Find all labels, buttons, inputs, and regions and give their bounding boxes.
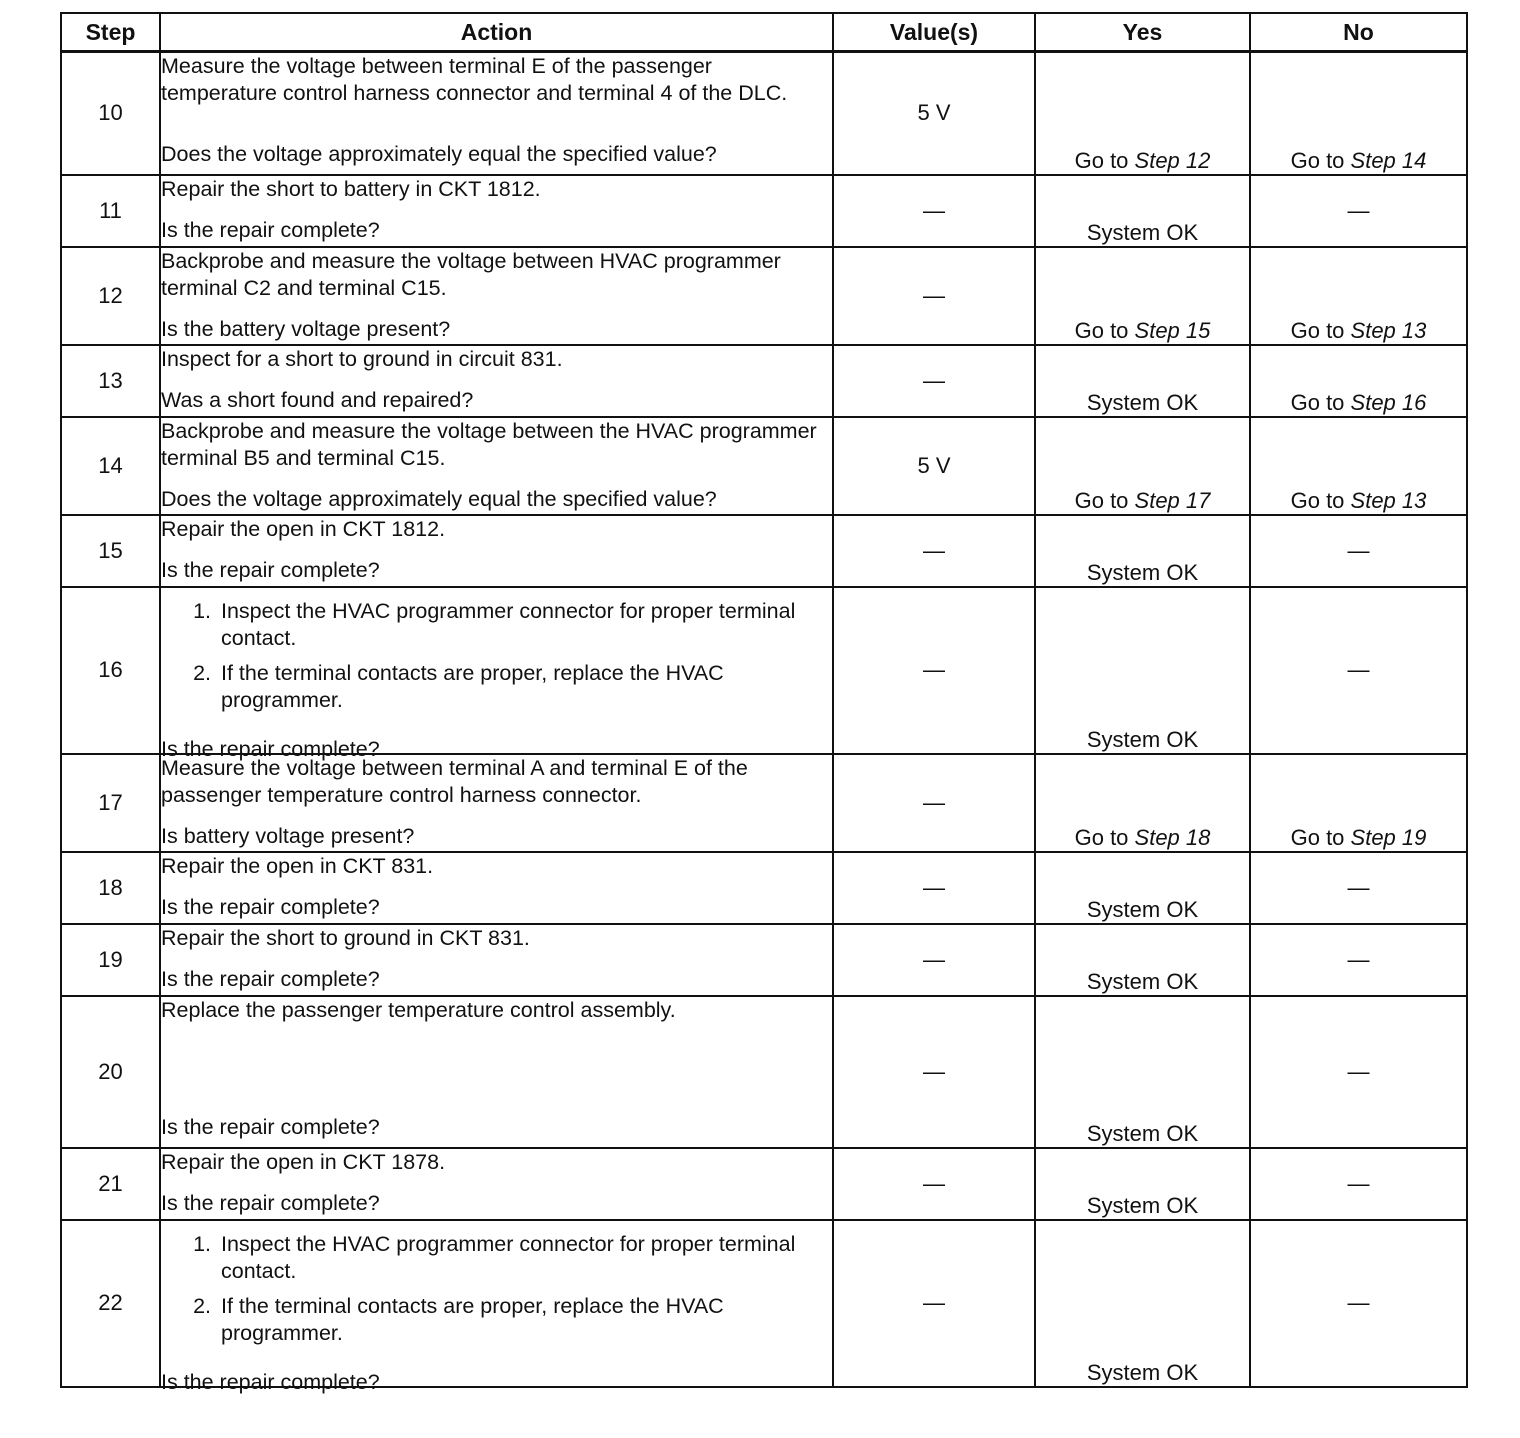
action-question: Does the voltage approximately equal the specified value?	[161, 486, 717, 511]
yes-result-cell	[1035, 52, 1250, 175]
yes-result-text: System OK	[1086, 389, 1199, 415]
header-no: No	[1250, 13, 1467, 52]
value-cell: —	[833, 754, 1035, 852]
no-result-cell	[1250, 52, 1467, 175]
value-cell: —	[833, 515, 1035, 587]
action-cell	[160, 52, 833, 175]
no-result-cell	[1250, 175, 1467, 247]
action-question: Is the repair complete?	[161, 894, 380, 919]
yes-result-cell	[1035, 247, 1250, 345]
action-question: Is the repair complete?	[161, 217, 380, 242]
table-row	[61, 924, 1467, 996]
action-cell	[160, 345, 833, 417]
header-values: Value(s)	[833, 13, 1035, 52]
header-action: Action	[160, 13, 833, 52]
table-row	[61, 1220, 1467, 1387]
value-cell: —	[833, 924, 1035, 996]
no-result-cell	[1250, 587, 1467, 754]
yes-result-cell	[1035, 924, 1250, 996]
no-result-text: —	[1347, 197, 1370, 223]
no-result-text: —	[1347, 1058, 1370, 1084]
no-result-text: —	[1347, 1290, 1370, 1315]
no-result-text: —	[1347, 1170, 1370, 1196]
table-row	[61, 754, 1467, 852]
action-question: Is the repair complete?	[161, 557, 380, 582]
no-result-text: —	[1347, 946, 1370, 972]
action-cell	[160, 175, 833, 247]
action-list	[161, 598, 832, 722]
action-question: Is the repair complete?	[161, 966, 380, 991]
action-cell	[160, 587, 833, 761]
table-body	[61, 52, 1467, 1394]
yes-result-text: Go to	[1074, 487, 1135, 513]
action-cell	[160, 924, 833, 996]
step-number: 11	[61, 175, 160, 247]
no-step-reference: Step 13	[1350, 487, 1427, 513]
no-result-cell	[1250, 1220, 1467, 1387]
table-row	[61, 1148, 1467, 1220]
yes-result-text: System OK	[1086, 726, 1199, 752]
yes-result-text: System OK	[1086, 968, 1199, 994]
no-result-text: Go to	[1290, 487, 1351, 513]
yes-step-reference: Step 15	[1134, 317, 1211, 343]
no-result-text: Go to	[1290, 147, 1351, 173]
yes-result-text: System OK	[1086, 896, 1199, 922]
action-question: Is battery voltage present?	[161, 823, 415, 848]
action-question: Is the repair complete?	[161, 1369, 380, 1394]
step-number: 13	[61, 345, 160, 417]
action-instruction: Backprobe and measure the voltage between HVAC programmer terminal C2 and terminal C15.	[161, 248, 781, 300]
action-cell	[160, 515, 833, 587]
step-number: 10	[61, 52, 160, 175]
yes-result-cell	[1035, 1220, 1250, 1387]
yes-result-cell	[1035, 175, 1250, 247]
diagnostic-table	[60, 12, 1468, 1394]
action-instruction: Repair the short to battery in CKT 1812.	[161, 176, 541, 201]
yes-result-text: System OK	[1086, 1359, 1199, 1385]
table-row	[61, 52, 1467, 175]
step-number: 14	[61, 417, 160, 515]
no-result-cell	[1250, 345, 1467, 417]
action-cell	[160, 247, 833, 345]
action-instruction: Repair the short to ground in CKT 831.	[161, 925, 530, 950]
action-cell	[160, 754, 833, 852]
value-cell: —	[833, 345, 1035, 417]
value-cell: —	[833, 852, 1035, 924]
yes-result-cell	[1035, 754, 1250, 852]
no-result-cell	[1250, 515, 1467, 587]
yes-result-text: System OK	[1086, 1120, 1199, 1146]
step-number: 19	[61, 924, 160, 996]
header-row	[61, 13, 1467, 52]
step-number: 20	[61, 996, 160, 1148]
header-yes: Yes	[1035, 13, 1250, 52]
no-result-cell	[1250, 1148, 1467, 1220]
value-cell: —	[833, 1148, 1035, 1220]
yes-result-cell	[1035, 515, 1250, 587]
table-row	[61, 345, 1467, 417]
step-number: 18	[61, 852, 160, 924]
yes-result-text: System OK	[1086, 1192, 1199, 1218]
yes-step-reference: Step 17	[1134, 487, 1211, 513]
value-cell: 5 V	[833, 52, 1035, 175]
action-cell	[160, 852, 833, 924]
action-instruction: Repair the open in CKT 831.	[161, 853, 434, 878]
table-row	[61, 417, 1467, 515]
yes-result-cell	[1035, 1148, 1250, 1220]
no-step-reference: Step 16	[1350, 389, 1427, 415]
no-result-text: Go to	[1290, 824, 1351, 850]
action-list-item: 1. Inspect the HVAC programmer connector for proper terminal contact.	[217, 1231, 832, 1285]
no-result-text: Go to	[1290, 317, 1351, 343]
table-row	[61, 175, 1467, 247]
no-result-cell	[1250, 754, 1467, 852]
action-list-item: 1. Inspect the HVAC programmer connector for proper terminal contact.	[217, 598, 832, 652]
no-result-text: —	[1347, 874, 1370, 900]
table-row	[61, 852, 1467, 924]
step-number: 21	[61, 1148, 160, 1220]
no-step-reference: Step 13	[1350, 317, 1427, 343]
action-instruction: Replace the passenger temperature control assembly.	[161, 997, 676, 1022]
action-question: Is the repair complete?	[161, 1114, 380, 1139]
no-result-text: —	[1347, 657, 1370, 682]
value-cell: 5 V	[833, 417, 1035, 515]
action-cell	[160, 996, 833, 1148]
yes-result-text: Go to	[1074, 147, 1135, 173]
action-instruction: Repair the open in CKT 1878.	[161, 1149, 446, 1174]
action-instruction: Inspect for a short to ground in circuit 831.	[161, 346, 563, 371]
value-cell: —	[833, 587, 1035, 754]
action-question: Was a short found and repaired?	[161, 387, 474, 412]
no-result-cell	[1250, 247, 1467, 345]
action-list	[161, 1231, 832, 1355]
action-instruction: Measure the voltage between terminal E of the passenger temperature control harness connector and terminal 4 of the DLC.	[161, 54, 788, 105]
action-question: Does the voltage approximately equal the specified value?	[161, 142, 717, 166]
table-row	[61, 247, 1467, 345]
yes-result-cell	[1035, 587, 1250, 754]
action-instruction: Repair the open in CKT 1812.	[161, 516, 446, 541]
yes-step-reference: Step 18	[1134, 824, 1211, 850]
yes-result-text: System OK	[1086, 559, 1199, 585]
header-step: Step	[61, 13, 160, 52]
no-result-cell	[1250, 417, 1467, 515]
yes-result-cell	[1035, 996, 1250, 1148]
action-question: Is the battery voltage present?	[161, 316, 451, 341]
table-row	[61, 996, 1467, 1148]
action-list-item: 2. If the terminal contacts are proper, replace the HVAC programmer.	[217, 660, 832, 714]
step-number: 16	[61, 587, 160, 754]
step-number: 17	[61, 754, 160, 852]
yes-step-reference: Step 12	[1134, 147, 1211, 173]
step-number: 15	[61, 515, 160, 587]
no-result-cell	[1250, 924, 1467, 996]
step-number: 22	[61, 1220, 160, 1387]
table-row	[61, 587, 1467, 754]
yes-result-text: System OK	[1086, 219, 1199, 245]
action-instruction: Backprobe and measure the voltage between the HVAC programmer terminal B5 and terminal C15.	[161, 418, 817, 470]
action-cell	[160, 1220, 833, 1394]
no-result-text: Go to	[1290, 389, 1351, 415]
table-row	[61, 515, 1467, 587]
no-step-reference: Step 19	[1350, 824, 1427, 850]
value-cell: —	[833, 175, 1035, 247]
yes-result-cell	[1035, 345, 1250, 417]
yes-result-text: Go to	[1074, 824, 1135, 850]
yes-result-cell	[1035, 417, 1250, 515]
no-step-reference: Step 14	[1350, 147, 1427, 173]
yes-result-cell	[1035, 852, 1250, 924]
action-question: Is the repair complete?	[161, 1190, 380, 1215]
value-cell: —	[833, 996, 1035, 1148]
action-list-item: 2. If the terminal contacts are proper, replace the HVAC programmer.	[217, 1293, 832, 1347]
value-cell: —	[833, 1220, 1035, 1387]
action-cell	[160, 417, 833, 515]
no-result-cell	[1250, 996, 1467, 1148]
action-cell	[160, 1148, 833, 1220]
value-cell: —	[833, 247, 1035, 345]
no-result-cell	[1250, 852, 1467, 924]
no-result-text: —	[1347, 537, 1370, 563]
yes-result-text: Go to	[1074, 317, 1135, 343]
step-number: 12	[61, 247, 160, 345]
action-question: Is the repair complete?	[161, 736, 380, 761]
action-instruction: Measure the voltage between terminal A and terminal E of the passenger temperature control harness connector.	[161, 755, 748, 807]
